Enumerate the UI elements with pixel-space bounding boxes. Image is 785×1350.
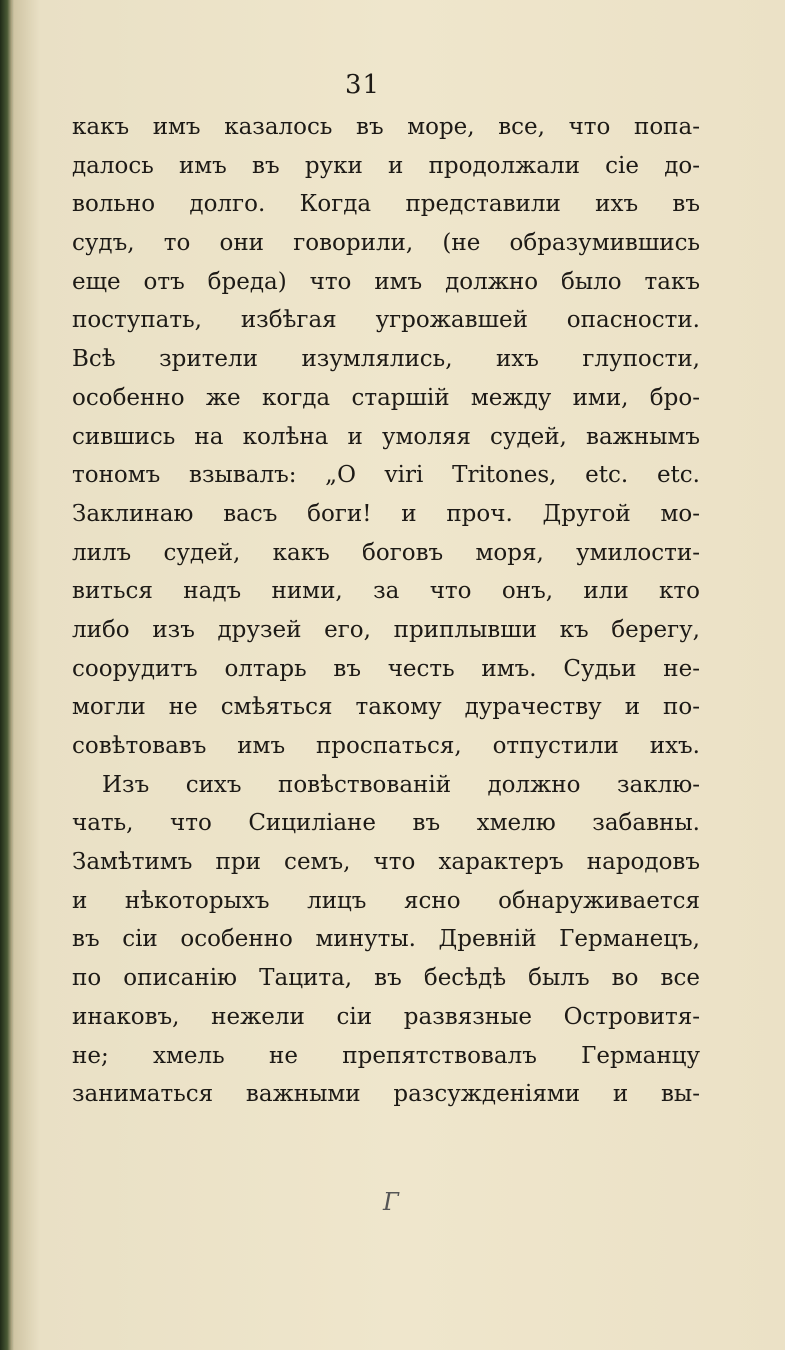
book-spine-edge	[0, 0, 12, 1350]
text-line: Изъ сихъ повѣствованій должно заклю-	[102, 771, 700, 798]
text-line: Замѣтимъ при семъ, что характеръ народовъ	[72, 849, 700, 876]
text-line: и нѣкоторыхъ лицъ ясно обнаруживается	[72, 887, 700, 914]
signature-mark: Г	[383, 1188, 399, 1216]
text-line: по описанію Тацита, въ бесѣдѣ былъ во все	[72, 965, 700, 992]
text-line: могли не смѣяться такому дурачеству и по-	[72, 694, 700, 721]
text-line: заниматься важными разсужденіями и вы-	[72, 1081, 700, 1108]
text-line: либо изъ друзей его, приплывши къ берегу,	[72, 616, 700, 643]
text-line: чать, что Сициліане въ хмелю забавны.	[72, 810, 700, 837]
text-line: въ сіи особенно минуты. Древній Германецъ,	[72, 926, 700, 953]
text-line: соорудитъ олтарь въ честь имъ. Судьи не-	[72, 655, 700, 682]
text-line: Заклинаю васъ боги! и проч. Другой мо-	[72, 500, 700, 527]
page-number: 31	[345, 70, 381, 100]
text-line: далось имъ въ руки и продолжали сіе до-	[72, 152, 700, 179]
body-text	[72, 108, 700, 1114]
text-line: еще отъ бреда) что имъ должно было такъ	[72, 268, 700, 295]
text-line: сившись на колѣна и умоляя судей, важнымъ	[72, 423, 700, 450]
text-line: поступать, избѣгая угрожавшей опасности.	[72, 307, 700, 334]
text-line: вольно долго. Когда представили ихъ въ	[72, 191, 700, 218]
text-line: совѣтовавъ имъ проспаться, отпустили ихъ.	[72, 733, 700, 759]
text-line: виться надъ ними, за что онъ, или кто	[72, 578, 700, 605]
text-line: судъ, то они говорили, (не образумившись	[72, 230, 700, 257]
text-line: Всѣ зрители изумлялись, ихъ глупости,	[72, 346, 700, 373]
text-line: лилъ судей, какъ боговъ моря, умилости-	[72, 539, 700, 566]
text-line: особенно же когда старшій между ими, бро-	[72, 384, 700, 411]
text-line: не; хмель не препятствовалъ Германцу	[72, 1042, 700, 1069]
text-line: тономъ взывалъ: „O viri Tritones, etc. etc.	[72, 462, 700, 489]
text-line: инаковъ, нежели сіи развязные Островитя-	[72, 1003, 700, 1030]
text-line: какъ имъ казалось въ море, все, что попа-	[72, 114, 700, 140]
